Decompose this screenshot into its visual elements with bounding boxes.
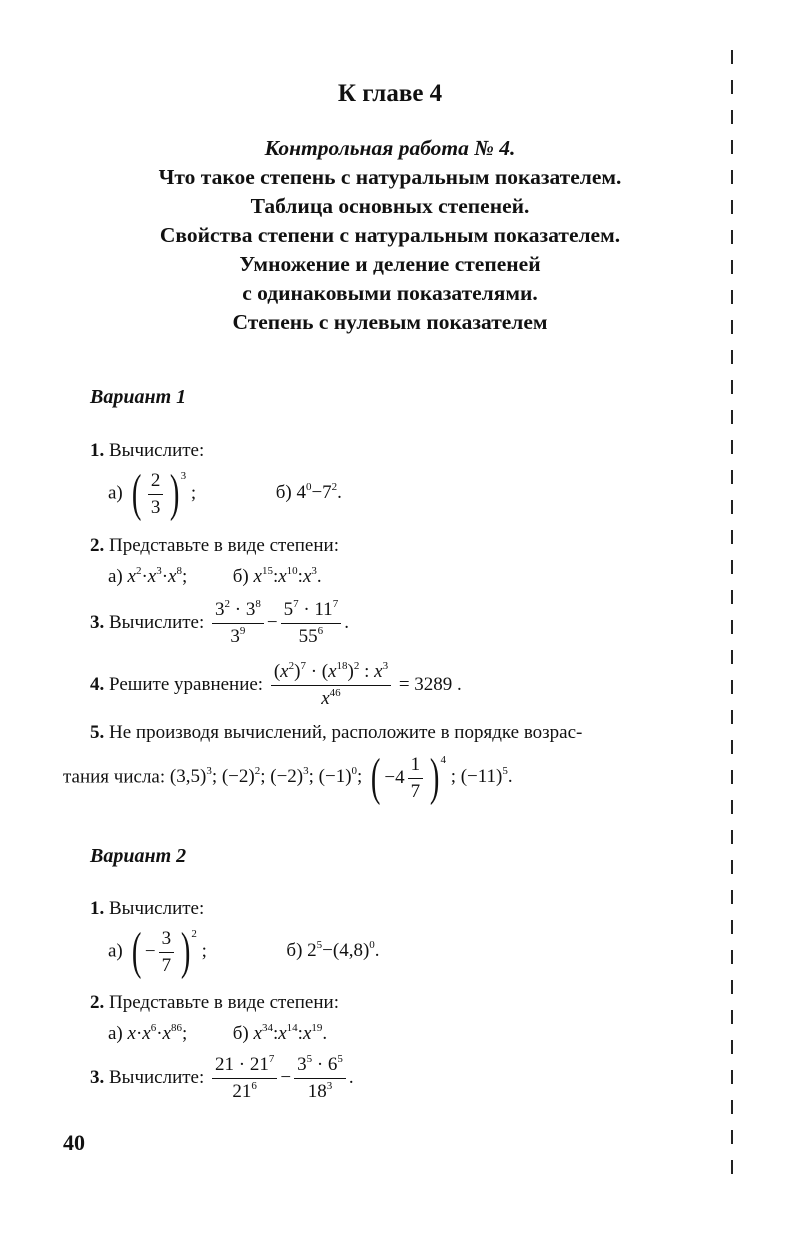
v2-task-2 [90,992,339,1014]
task-text: Вычислите: [109,611,205,633]
task-text: Представьте в виде степени: [109,992,339,1013]
math-expression: $\frac{5^7 \cdot 11^7}{55^6}$ [281,600,342,647]
task-text: тания числа: [63,766,166,788]
task-text: Решите уравнение: [109,673,264,695]
math-expression: б) $2^5-(4,8)^0$. [286,939,380,962]
task-number: 2. [90,535,105,556]
v1-task-2 [90,535,339,557]
math-expression: $\frac{3^5 \cdot 6^5}{18^3}$ [294,1055,346,1102]
task-number: 1. [90,440,105,461]
v1-task-1-items: а) ( $\frac{2}{3}$ ) 3 ; б) $4^0-7^2$. [108,465,342,522]
math-expression: = 3289 . [398,673,462,695]
v2-task-1 [90,898,204,920]
math-expression: $\frac{3^2 \cdot 3^8}{3^9}$ [212,600,264,647]
task-number: 4. [90,673,105,695]
math-expression: а) [108,482,123,504]
v1-task-5-cont [63,749,513,806]
math-expression: ( − $\frac{3}{7}$ ) 2 [131,923,197,980]
math-expression: ( $\frac{2}{3}$ ) 3 [131,465,187,522]
math-expression: а) $x\cdot x^6\cdot x^{86}$; [108,1022,188,1044]
task-text: Вычислите: [109,1066,205,1088]
chapter-title: К главе 4 [337,80,443,107]
topic-line: Степень с нулевым показателем [232,310,548,334]
math-expression: б) $4^0-7^2$. [275,481,342,504]
v1-task-4 [90,662,462,709]
math-expression: $\frac{21 \cdot 21^7}{21^6}$ [212,1055,277,1102]
task-text: Вычислите: [109,440,205,461]
v2-task-3: 3. Вычислите: $\frac{21 \cdot 21^7}{21^6}$ − $\frac{3^5 \cdot 6^5}{18^3}$ . [90,1053,354,1102]
page-number: 40 [63,1130,85,1155]
task-number: 5. [90,722,105,743]
math-expression: $\frac{(x^2)^7 \cdot (x^{18})^2 : x^3}{x^{46}}$ [271,662,391,709]
v1-task-2-items [108,566,322,588]
math-expression: б) $x^{34}:x^{14}:x^{19}$. [232,1022,328,1044]
work-heading [70,134,710,337]
task-number: 3. [90,611,105,633]
task-text: Представьте в виде степени: [109,535,339,556]
work-title: Контрольная работа № 4. [264,136,516,160]
topic-line: Свойства степени с натуральным показателем. [159,223,621,247]
v2-task-2-items [108,1023,327,1045]
topic-line: Умножение и деление степеней [239,252,541,276]
math-expression: ; $(-11)^5$. [450,765,513,788]
v1-task-1 [90,440,204,462]
task-number: 1. [90,898,105,919]
math-expression: а) $x^2\cdot x^3\cdot x^8$; [108,565,188,587]
topic-line: Таблица основных степеней. [250,194,530,218]
math-expression: ( −4 $\frac{1}{7}$ ) 4 [370,749,446,806]
topic-line: Что такое степень с натуральным показателем. [158,165,622,189]
variant-2-title: Вариант 2 [90,845,187,867]
variant-1-title: Вариант 1 [90,386,187,408]
task-text: Вычислите: [109,898,205,919]
topic-line: с одинаковыми показателями. [242,281,538,305]
math-expression: а) [108,940,123,962]
v1-task-5 [90,722,582,744]
math-expression: $(3,5)^3$; $(-2)^2$; $(-2)^3$; $(-1)^0$; [169,765,363,788]
v2-task-1-items: а) ( − $\frac{3}{7}$ ) 2 ; б) $2^5-(4,8)^0$. [108,923,380,980]
v1-task-3: 3. Вычислите: $\frac{3^2 \cdot 3^8}{3^9}$ − $\frac{5^7 \cdot 11^7}{55^6}$ . [90,598,349,647]
task-number: 3. [90,1066,105,1088]
task-text: Не производя вычислений, расположите в порядке возрас- [109,722,583,743]
math-expression: б) $x^{15}:x^{10}:x^3$. [232,565,322,587]
task-number: 2. [90,992,105,1013]
